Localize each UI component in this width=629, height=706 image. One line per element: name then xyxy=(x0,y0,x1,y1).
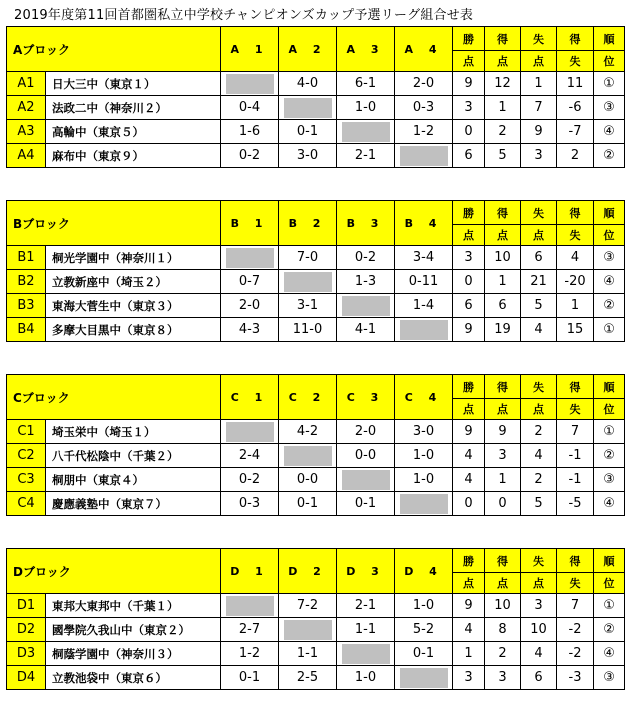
self-match-cell xyxy=(337,468,395,492)
self-match-cell xyxy=(279,96,337,120)
team-code: D1 xyxy=(7,594,46,618)
gray-box xyxy=(226,422,274,442)
stat-header-bottom: 点 xyxy=(453,399,485,420)
column-header: B 3 xyxy=(337,201,395,246)
goals-against: 21 xyxy=(521,270,557,294)
match-score: 2-0 xyxy=(337,420,395,444)
wins-points: 6 xyxy=(453,294,485,318)
stat-header-top: 失 xyxy=(521,27,557,51)
gray-box xyxy=(400,494,448,514)
match-score: 7-0 xyxy=(279,246,337,270)
match-score: 3-0 xyxy=(395,420,453,444)
wins-points: 9 xyxy=(453,72,485,96)
stat-header-bottom: 点 xyxy=(485,573,521,594)
rank: ④ xyxy=(594,492,625,516)
goals-against: 4 xyxy=(521,318,557,342)
goal-difference: -5 xyxy=(557,492,594,516)
goals-against: 3 xyxy=(521,144,557,168)
team-name: 埼玉栄中（埼玉１） xyxy=(46,420,221,444)
rank: ③ xyxy=(594,246,625,270)
goal-difference: 7 xyxy=(557,594,594,618)
wins-points: 3 xyxy=(453,96,485,120)
match-score: 4-0 xyxy=(279,72,337,96)
match-score: 1-2 xyxy=(395,120,453,144)
goals-against: 3 xyxy=(521,594,557,618)
stat-header-top: 得 xyxy=(485,27,521,51)
match-score: 2-7 xyxy=(221,618,279,642)
goal-difference: -2 xyxy=(557,618,594,642)
team-code: B1 xyxy=(7,246,46,270)
goals-against: 6 xyxy=(521,666,557,690)
goals-for: 1 xyxy=(485,96,521,120)
self-match-cell xyxy=(337,642,395,666)
table-row xyxy=(7,594,625,618)
team-name: 桐光学園中（神奈川１） xyxy=(46,246,221,270)
goals-for: 0 xyxy=(485,492,521,516)
self-match-cell xyxy=(395,144,453,168)
match-score: 4-1 xyxy=(337,318,395,342)
match-score: 4-3 xyxy=(221,318,279,342)
stat-header-bottom: 位 xyxy=(594,51,625,72)
match-score: 0-2 xyxy=(337,246,395,270)
column-header: C 1 xyxy=(221,375,279,420)
team-code: B4 xyxy=(7,318,46,342)
self-match-cell xyxy=(221,246,279,270)
rank: ① xyxy=(594,420,625,444)
stat-header-bottom: 点 xyxy=(521,225,557,246)
rank: ② xyxy=(594,618,625,642)
wins-points: 4 xyxy=(453,444,485,468)
stat-header-bottom: 失 xyxy=(557,573,594,594)
column-header: A 2 xyxy=(279,27,337,72)
goals-for: 12 xyxy=(485,72,521,96)
goals-for: 8 xyxy=(485,618,521,642)
column-header: C 3 xyxy=(337,375,395,420)
rank: ① xyxy=(594,594,625,618)
match-score: 0-3 xyxy=(395,96,453,120)
goals-against: 6 xyxy=(521,246,557,270)
self-match-cell xyxy=(279,618,337,642)
stat-header-top: 順 xyxy=(594,549,625,573)
match-score: 0-1 xyxy=(221,666,279,690)
rank: ④ xyxy=(594,120,625,144)
table-row xyxy=(7,618,625,642)
stat-header-top: 得 xyxy=(485,201,521,225)
wins-points: 0 xyxy=(453,270,485,294)
team-code: C4 xyxy=(7,492,46,516)
goal-difference: 11 xyxy=(557,72,594,96)
wins-points: 6 xyxy=(453,144,485,168)
block-label: Dブロック xyxy=(7,549,221,594)
block-label: Aブロック xyxy=(7,27,221,72)
stat-header-top: 得 xyxy=(557,375,594,399)
stat-header-top: 順 xyxy=(594,375,625,399)
rank: ④ xyxy=(594,642,625,666)
match-score: 0-1 xyxy=(279,120,337,144)
rank: ③ xyxy=(594,96,625,120)
match-score: 0-2 xyxy=(221,144,279,168)
block-table-a xyxy=(6,26,625,168)
table-row xyxy=(7,444,625,468)
match-score: 1-0 xyxy=(395,468,453,492)
column-header: B 1 xyxy=(221,201,279,246)
stat-header-bottom: 点 xyxy=(453,225,485,246)
table-row xyxy=(7,420,625,444)
stat-header-top: 得 xyxy=(557,201,594,225)
match-score: 0-0 xyxy=(337,444,395,468)
column-header: A 3 xyxy=(337,27,395,72)
goal-difference: -1 xyxy=(557,468,594,492)
goals-against: 1 xyxy=(521,72,557,96)
match-score: 2-4 xyxy=(221,444,279,468)
team-code: A3 xyxy=(7,120,46,144)
goals-for: 1 xyxy=(485,270,521,294)
match-score: 1-2 xyxy=(221,642,279,666)
gray-box xyxy=(226,248,274,268)
stat-header-bottom: 点 xyxy=(485,225,521,246)
table-row xyxy=(7,468,625,492)
rank: ④ xyxy=(594,270,625,294)
stat-header-top: 勝 xyxy=(453,201,485,225)
match-score: 0-1 xyxy=(279,492,337,516)
table-row xyxy=(7,120,625,144)
goal-difference: -2 xyxy=(557,642,594,666)
stat-header-bottom: 位 xyxy=(594,225,625,246)
team-code: A2 xyxy=(7,96,46,120)
rank: ③ xyxy=(594,468,625,492)
match-score: 6-1 xyxy=(337,72,395,96)
block-label: Bブロック xyxy=(7,201,221,246)
goals-for: 19 xyxy=(485,318,521,342)
team-code: B2 xyxy=(7,270,46,294)
stat-header-top: 勝 xyxy=(453,375,485,399)
gray-box xyxy=(342,470,390,490)
self-match-cell xyxy=(395,318,453,342)
team-code: C1 xyxy=(7,420,46,444)
wins-points: 3 xyxy=(453,246,485,270)
column-header: A 4 xyxy=(395,27,453,72)
rank: ② xyxy=(594,444,625,468)
goal-difference: 7 xyxy=(557,420,594,444)
team-name: 立教池袋中（東京６） xyxy=(46,666,221,690)
self-match-cell xyxy=(337,294,395,318)
stat-header-bottom: 点 xyxy=(521,51,557,72)
table-row xyxy=(7,666,625,690)
team-code: D3 xyxy=(7,642,46,666)
page-title: 2019年度第11回首都圏私立中学校チャンピオンズカップ予選リーグ組合せ表 xyxy=(14,8,474,23)
column-header: C 2 xyxy=(279,375,337,420)
match-score: 1-0 xyxy=(337,96,395,120)
goal-difference: -7 xyxy=(557,120,594,144)
gray-box xyxy=(284,446,332,466)
stat-header-top: 勝 xyxy=(453,27,485,51)
match-score: 1-3 xyxy=(337,270,395,294)
goals-against: 5 xyxy=(521,294,557,318)
team-name: 法政二中（神奈川２） xyxy=(46,96,221,120)
stat-header-bottom: 点 xyxy=(485,399,521,420)
match-score: 4-2 xyxy=(279,420,337,444)
table-row xyxy=(7,246,625,270)
self-match-cell xyxy=(279,270,337,294)
gray-box xyxy=(284,620,332,640)
match-score: 0-3 xyxy=(221,492,279,516)
stat-header-bottom: 位 xyxy=(594,399,625,420)
stat-header-top: 失 xyxy=(521,549,557,573)
stat-header-bottom: 点 xyxy=(521,399,557,420)
gray-box xyxy=(400,320,448,340)
stat-header-top: 得 xyxy=(557,27,594,51)
match-score: 1-1 xyxy=(279,642,337,666)
match-score: 3-4 xyxy=(395,246,453,270)
goal-difference: -1 xyxy=(557,444,594,468)
wins-points: 4 xyxy=(453,468,485,492)
team-name: 慶應義塾中（東京７） xyxy=(46,492,221,516)
gray-box xyxy=(342,644,390,664)
wins-points: 9 xyxy=(453,594,485,618)
team-code: D2 xyxy=(7,618,46,642)
table-row xyxy=(7,492,625,516)
stat-header-top: 得 xyxy=(557,549,594,573)
match-score: 0-7 xyxy=(221,270,279,294)
stat-header-top: 順 xyxy=(594,201,625,225)
match-score: 2-0 xyxy=(221,294,279,318)
match-score: 11-0 xyxy=(279,318,337,342)
gray-box xyxy=(400,668,448,688)
match-score: 1-6 xyxy=(221,120,279,144)
goals-for: 3 xyxy=(485,666,521,690)
stat-header-bottom: 位 xyxy=(594,573,625,594)
rank: ② xyxy=(594,294,625,318)
goals-against: 5 xyxy=(521,492,557,516)
goals-against: 7 xyxy=(521,96,557,120)
team-code: D4 xyxy=(7,666,46,690)
rank: ② xyxy=(594,144,625,168)
team-name: 日大三中（東京１） xyxy=(46,72,221,96)
table-row xyxy=(7,144,625,168)
match-score: 2-0 xyxy=(395,72,453,96)
self-match-cell xyxy=(279,444,337,468)
goals-for: 2 xyxy=(485,642,521,666)
stat-header-top: 失 xyxy=(521,375,557,399)
stat-header-bottom: 点 xyxy=(521,573,557,594)
stat-header-top: 得 xyxy=(485,375,521,399)
goal-difference: -3 xyxy=(557,666,594,690)
team-name: 立教新座中（埼玉２） xyxy=(46,270,221,294)
column-header: D 3 xyxy=(337,549,395,594)
goals-against: 10 xyxy=(521,618,557,642)
gray-box xyxy=(226,74,274,94)
gray-box xyxy=(226,596,274,616)
self-match-cell xyxy=(395,666,453,690)
team-name: 桐朋中（東京４） xyxy=(46,468,221,492)
match-score: 0-2 xyxy=(221,468,279,492)
wins-points: 4 xyxy=(453,618,485,642)
goals-for: 3 xyxy=(485,444,521,468)
goals-for: 9 xyxy=(485,420,521,444)
team-name: 多摩大目黒中（東京８） xyxy=(46,318,221,342)
team-code: C3 xyxy=(7,468,46,492)
rank: ① xyxy=(594,318,625,342)
match-score: 1-0 xyxy=(337,666,395,690)
gray-box xyxy=(400,146,448,166)
goal-difference: -20 xyxy=(557,270,594,294)
goals-for: 10 xyxy=(485,246,521,270)
table-row xyxy=(7,270,625,294)
self-match-cell xyxy=(395,492,453,516)
match-score: 0-11 xyxy=(395,270,453,294)
table-row xyxy=(7,318,625,342)
stat-header-bottom: 点 xyxy=(453,51,485,72)
wins-points: 0 xyxy=(453,492,485,516)
wins-points: 3 xyxy=(453,666,485,690)
self-match-cell xyxy=(221,420,279,444)
self-match-cell xyxy=(221,594,279,618)
team-name: 桐蔭学園中（神奈川３） xyxy=(46,642,221,666)
team-code: A1 xyxy=(7,72,46,96)
self-match-cell xyxy=(337,120,395,144)
goal-difference: 4 xyxy=(557,246,594,270)
match-score: 0-1 xyxy=(395,642,453,666)
stat-header-bottom: 失 xyxy=(557,399,594,420)
column-header: C 4 xyxy=(395,375,453,420)
stat-header-bottom: 点 xyxy=(453,573,485,594)
goals-against: 4 xyxy=(521,642,557,666)
wins-points: 9 xyxy=(453,318,485,342)
stat-header-bottom: 失 xyxy=(557,225,594,246)
wins-points: 1 xyxy=(453,642,485,666)
match-score: 1-4 xyxy=(395,294,453,318)
match-score: 3-0 xyxy=(279,144,337,168)
stat-header-bottom: 失 xyxy=(557,51,594,72)
table-row xyxy=(7,642,625,666)
team-code: C2 xyxy=(7,444,46,468)
wins-points: 9 xyxy=(453,420,485,444)
team-name: 八千代松陰中（千葉２） xyxy=(46,444,221,468)
match-score: 7-2 xyxy=(279,594,337,618)
team-name: 麻布中（東京９） xyxy=(46,144,221,168)
rank: ① xyxy=(594,72,625,96)
goals-against: 9 xyxy=(521,120,557,144)
block-table-d xyxy=(6,548,625,690)
match-score: 1-0 xyxy=(395,594,453,618)
goals-for: 2 xyxy=(485,120,521,144)
match-score: 2-5 xyxy=(279,666,337,690)
match-score: 5-2 xyxy=(395,618,453,642)
rank: ③ xyxy=(594,666,625,690)
match-score: 2-1 xyxy=(337,144,395,168)
goals-against: 2 xyxy=(521,420,557,444)
goal-difference: 2 xyxy=(557,144,594,168)
self-match-cell xyxy=(221,72,279,96)
match-score: 2-1 xyxy=(337,594,395,618)
team-name: 高輪中（東京５） xyxy=(46,120,221,144)
team-code: A4 xyxy=(7,144,46,168)
gray-box xyxy=(284,98,332,118)
gray-box xyxy=(284,272,332,292)
goals-for: 1 xyxy=(485,468,521,492)
match-score: 1-1 xyxy=(337,618,395,642)
table-row xyxy=(7,294,625,318)
team-code: B3 xyxy=(7,294,46,318)
block-label: Cブロック xyxy=(7,375,221,420)
match-score: 0-0 xyxy=(279,468,337,492)
team-name: 東海大菅生中（東京３） xyxy=(46,294,221,318)
goal-difference: 15 xyxy=(557,318,594,342)
team-name: 國學院久我山中（東京２） xyxy=(46,618,221,642)
column-header: B 2 xyxy=(279,201,337,246)
table-row xyxy=(7,72,625,96)
goals-for: 10 xyxy=(485,594,521,618)
stat-header-top: 得 xyxy=(485,549,521,573)
stat-header-top: 勝 xyxy=(453,549,485,573)
goals-for: 5 xyxy=(485,144,521,168)
goals-against: 4 xyxy=(521,444,557,468)
wins-points: 0 xyxy=(453,120,485,144)
goal-difference: -6 xyxy=(557,96,594,120)
block-table-c xyxy=(6,374,625,516)
match-score: 3-1 xyxy=(279,294,337,318)
goals-for: 6 xyxy=(485,294,521,318)
goals-against: 2 xyxy=(521,468,557,492)
goal-difference: 1 xyxy=(557,294,594,318)
match-score: 0-1 xyxy=(337,492,395,516)
column-header: D 1 xyxy=(221,549,279,594)
stat-header-top: 順 xyxy=(594,27,625,51)
team-name: 東邦大東邦中（千葉１） xyxy=(46,594,221,618)
table-row xyxy=(7,96,625,120)
gray-box xyxy=(342,296,390,316)
column-header: B 4 xyxy=(395,201,453,246)
gray-box xyxy=(342,122,390,142)
block-table-b xyxy=(6,200,625,342)
column-header: D 4 xyxy=(395,549,453,594)
match-score: 0-4 xyxy=(221,96,279,120)
stat-header-top: 失 xyxy=(521,201,557,225)
stat-header-bottom: 点 xyxy=(485,51,521,72)
column-header: A 1 xyxy=(221,27,279,72)
match-score: 1-0 xyxy=(395,444,453,468)
column-header: D 2 xyxy=(279,549,337,594)
